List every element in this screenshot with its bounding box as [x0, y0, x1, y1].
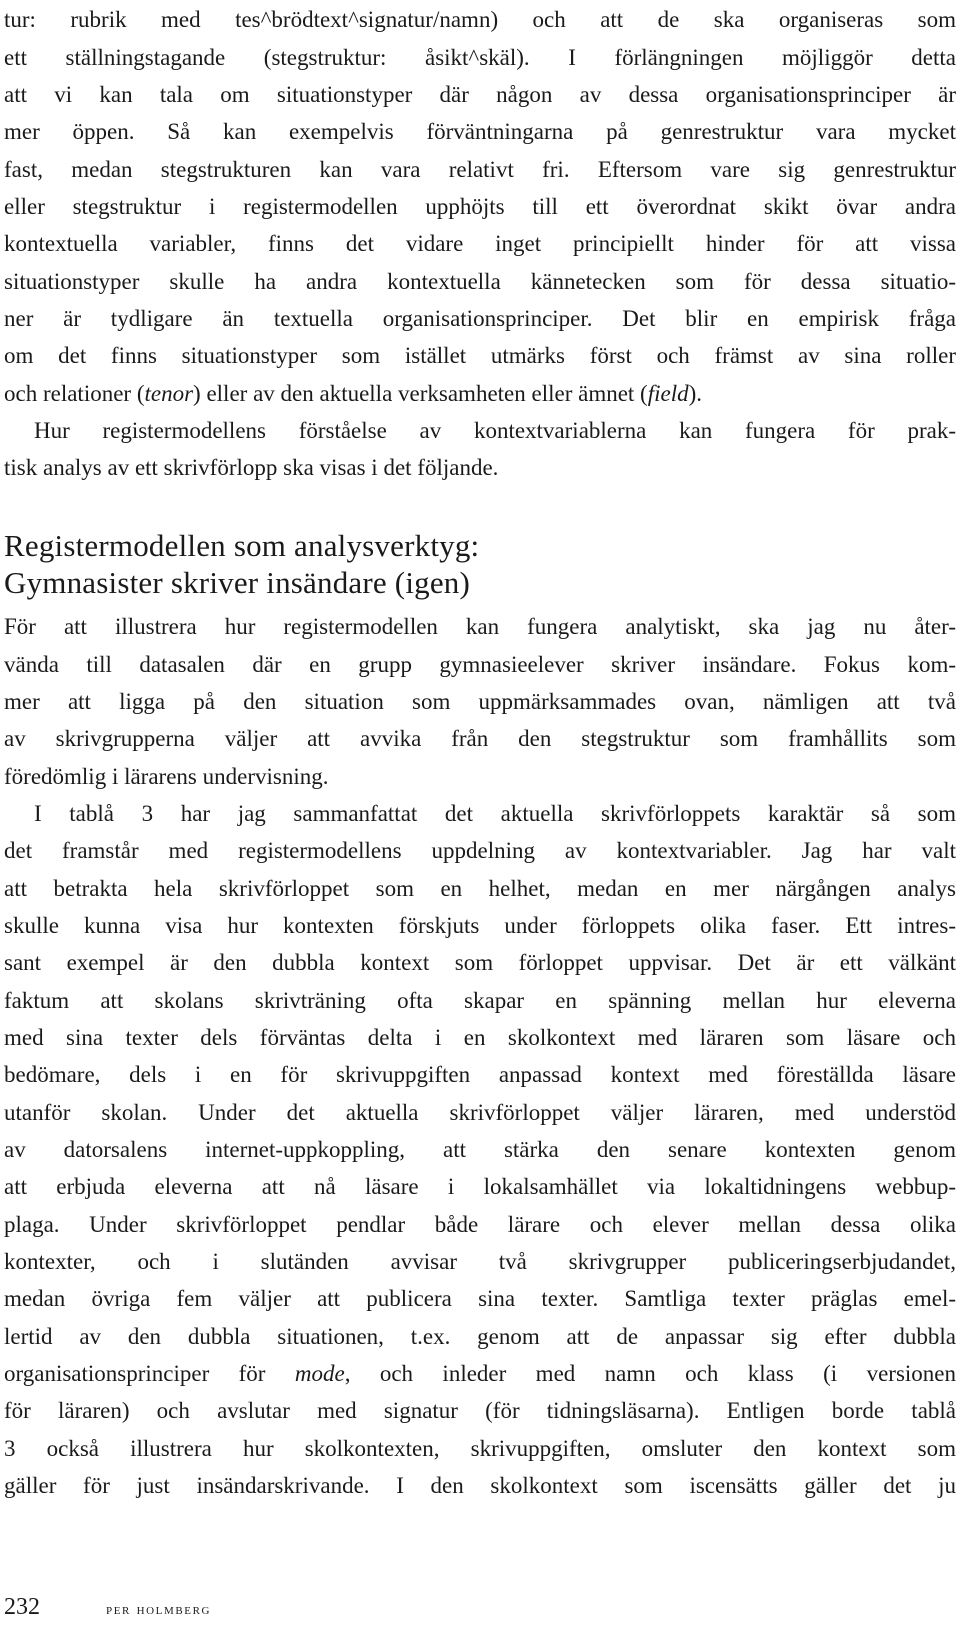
- text-fragment: ) eller av den aktuella verksamheten eller ämnet (: [193, 381, 648, 406]
- text-line: bedömare, dels i en för skrivuppgiften anpassad kontext med föreställda läsare: [4, 1062, 956, 1087]
- section-heading-line: Gymnasister skriver insändare (igen): [4, 565, 471, 600]
- text-line: kontexter, och i slutänden avvisar två skrivgrupper publiceringserbjudandet,: [4, 1249, 956, 1274]
- text-line-with-term: [4, 1356, 956, 1392]
- text-line: mer att ligga på den situation som uppmärksammades ovan, nämligen att två: [4, 689, 956, 714]
- text-line: det framstår med registermodellens uppdelning av kontextvariabler. Jag har valt: [4, 838, 956, 863]
- text-line: gäller för just insändarskrivande. I den skolkontext som iscensätts gäller det ju: [4, 1473, 956, 1498]
- text-fragment: , och inleder med namn och klass (i versionen: [344, 1361, 956, 1386]
- text-line: Hur registermodellens förståelse av kontextvariablerna kan fungera för prak-: [34, 418, 956, 443]
- text-line: kontextuella variabler, finns det vidare inget principiellt hinder för att vissa: [4, 231, 956, 256]
- text-line: tur: rubrik med tes^brödtext^signatur/namn) och att de ska organiseras som: [4, 7, 956, 32]
- text-line: eller stegstruktur i registermodellen upphöjts till ett överordnat skikt övar andra: [4, 194, 956, 219]
- text-line: plaga. Under skrivförloppet pendlar både lärare och elever mellan dessa olika: [4, 1212, 956, 1237]
- text-line: vända till datasalen där en grupp gymnasieelever skriver insändare. Fokus kom-: [4, 652, 956, 677]
- text-line: med sina texter dels förväntas delta i en skolkontext med läraren som läsare och: [4, 1025, 956, 1050]
- text-line: ner är tydligare än textuella organisationsprinciper. Det blir en empirisk fråga: [4, 306, 956, 331]
- text-line-with-terms: [4, 376, 702, 412]
- text-line: medan övriga fem väljer att publicera sina texter. Samtliga texter präglas emel-: [4, 1286, 956, 1311]
- text-line: föredömlig i lärarens undervisning.: [4, 764, 329, 789]
- running-head-author: per holmberg: [106, 1601, 212, 1618]
- page-footer: [4, 1594, 211, 1621]
- text-line: situationstyper skulle ha andra kontextuella kännetecken som för dessa situatio-: [4, 269, 956, 294]
- text-line: lertid av den dubbla situationen, t.ex. genom att de anpassar sig efter dubbla: [4, 1324, 956, 1349]
- text-line: av datorsalens internet-uppkoppling, att stärka den senare kontexten genom: [4, 1137, 956, 1162]
- text-line: utanför skolan. Under det aktuella skrivförloppet väljer läraren, med understöd: [4, 1100, 956, 1125]
- text-line: 3 också illustrera hur skolkontexten, skrivuppgiften, omsluter den kontext som: [4, 1436, 956, 1461]
- term-mode: mode: [294, 1361, 345, 1386]
- text-line: att vi kan tala om situationstyper där någon av dessa organisationsprinciper är: [4, 82, 956, 107]
- text-line: att betrakta hela skrivförloppet som en helhet, medan en mer närgången analys: [4, 876, 956, 901]
- text-line: sant exempel är den dubbla kontext som förloppet uppvisar. Det är ett välkänt: [4, 950, 956, 975]
- text-line: om det finns situationstyper som istället utmärks först och främst av sina roller: [4, 343, 956, 368]
- text-line: ett ställningstagande (stegstruktur: åsikt^skäl). I förlängningen möjliggör detta: [4, 45, 956, 70]
- text-line: faktum att skolans skrivträning ofta skapar en spänning mellan hur eleverna: [4, 988, 956, 1013]
- text-line: tisk analys av ett skrivförlopp ska visas i det följande.: [4, 455, 499, 480]
- text-line: för läraren) och avslutar med signatur (för tidningsläsarna). Entligen borde tablå: [4, 1398, 956, 1423]
- text-fragment: ).: [688, 381, 703, 406]
- term-tenor: tenor: [144, 381, 194, 406]
- text-line: I tablå 3 har jag sammanfattat det aktuella skrivförloppets karaktär så som: [34, 801, 956, 826]
- term-field: field: [647, 381, 689, 406]
- text-line: fast, medan stegstrukturen kan vara relativt fri. Eftersom vare sig genrestruktur: [4, 157, 956, 182]
- section-heading-line: Registermodellen som analysverktyg:: [4, 528, 480, 563]
- page-number: 232: [4, 1594, 40, 1620]
- text-line: skulle kunna visa hur kontexten förskjuts under förloppets olika faser. Ett intres-: [4, 913, 956, 938]
- text-line: För att illustrera hur registermodellen kan fungera analytiskt, ska jag nu åter-: [4, 614, 956, 639]
- text-line: mer öppen. Så kan exempelvis förväntningarna på genrestruktur vara mycket: [4, 119, 956, 144]
- text-fragment: organisationsprinciper för: [4, 1361, 295, 1386]
- text-line: att erbjuda eleverna att nå läsare i lokalsamhället via lokaltidningens webbup-: [4, 1174, 956, 1199]
- text-fragment: och relationer (: [4, 381, 145, 406]
- text-line: av skrivgrupperna väljer att avvika från den stegstruktur som framhållits som: [4, 726, 956, 751]
